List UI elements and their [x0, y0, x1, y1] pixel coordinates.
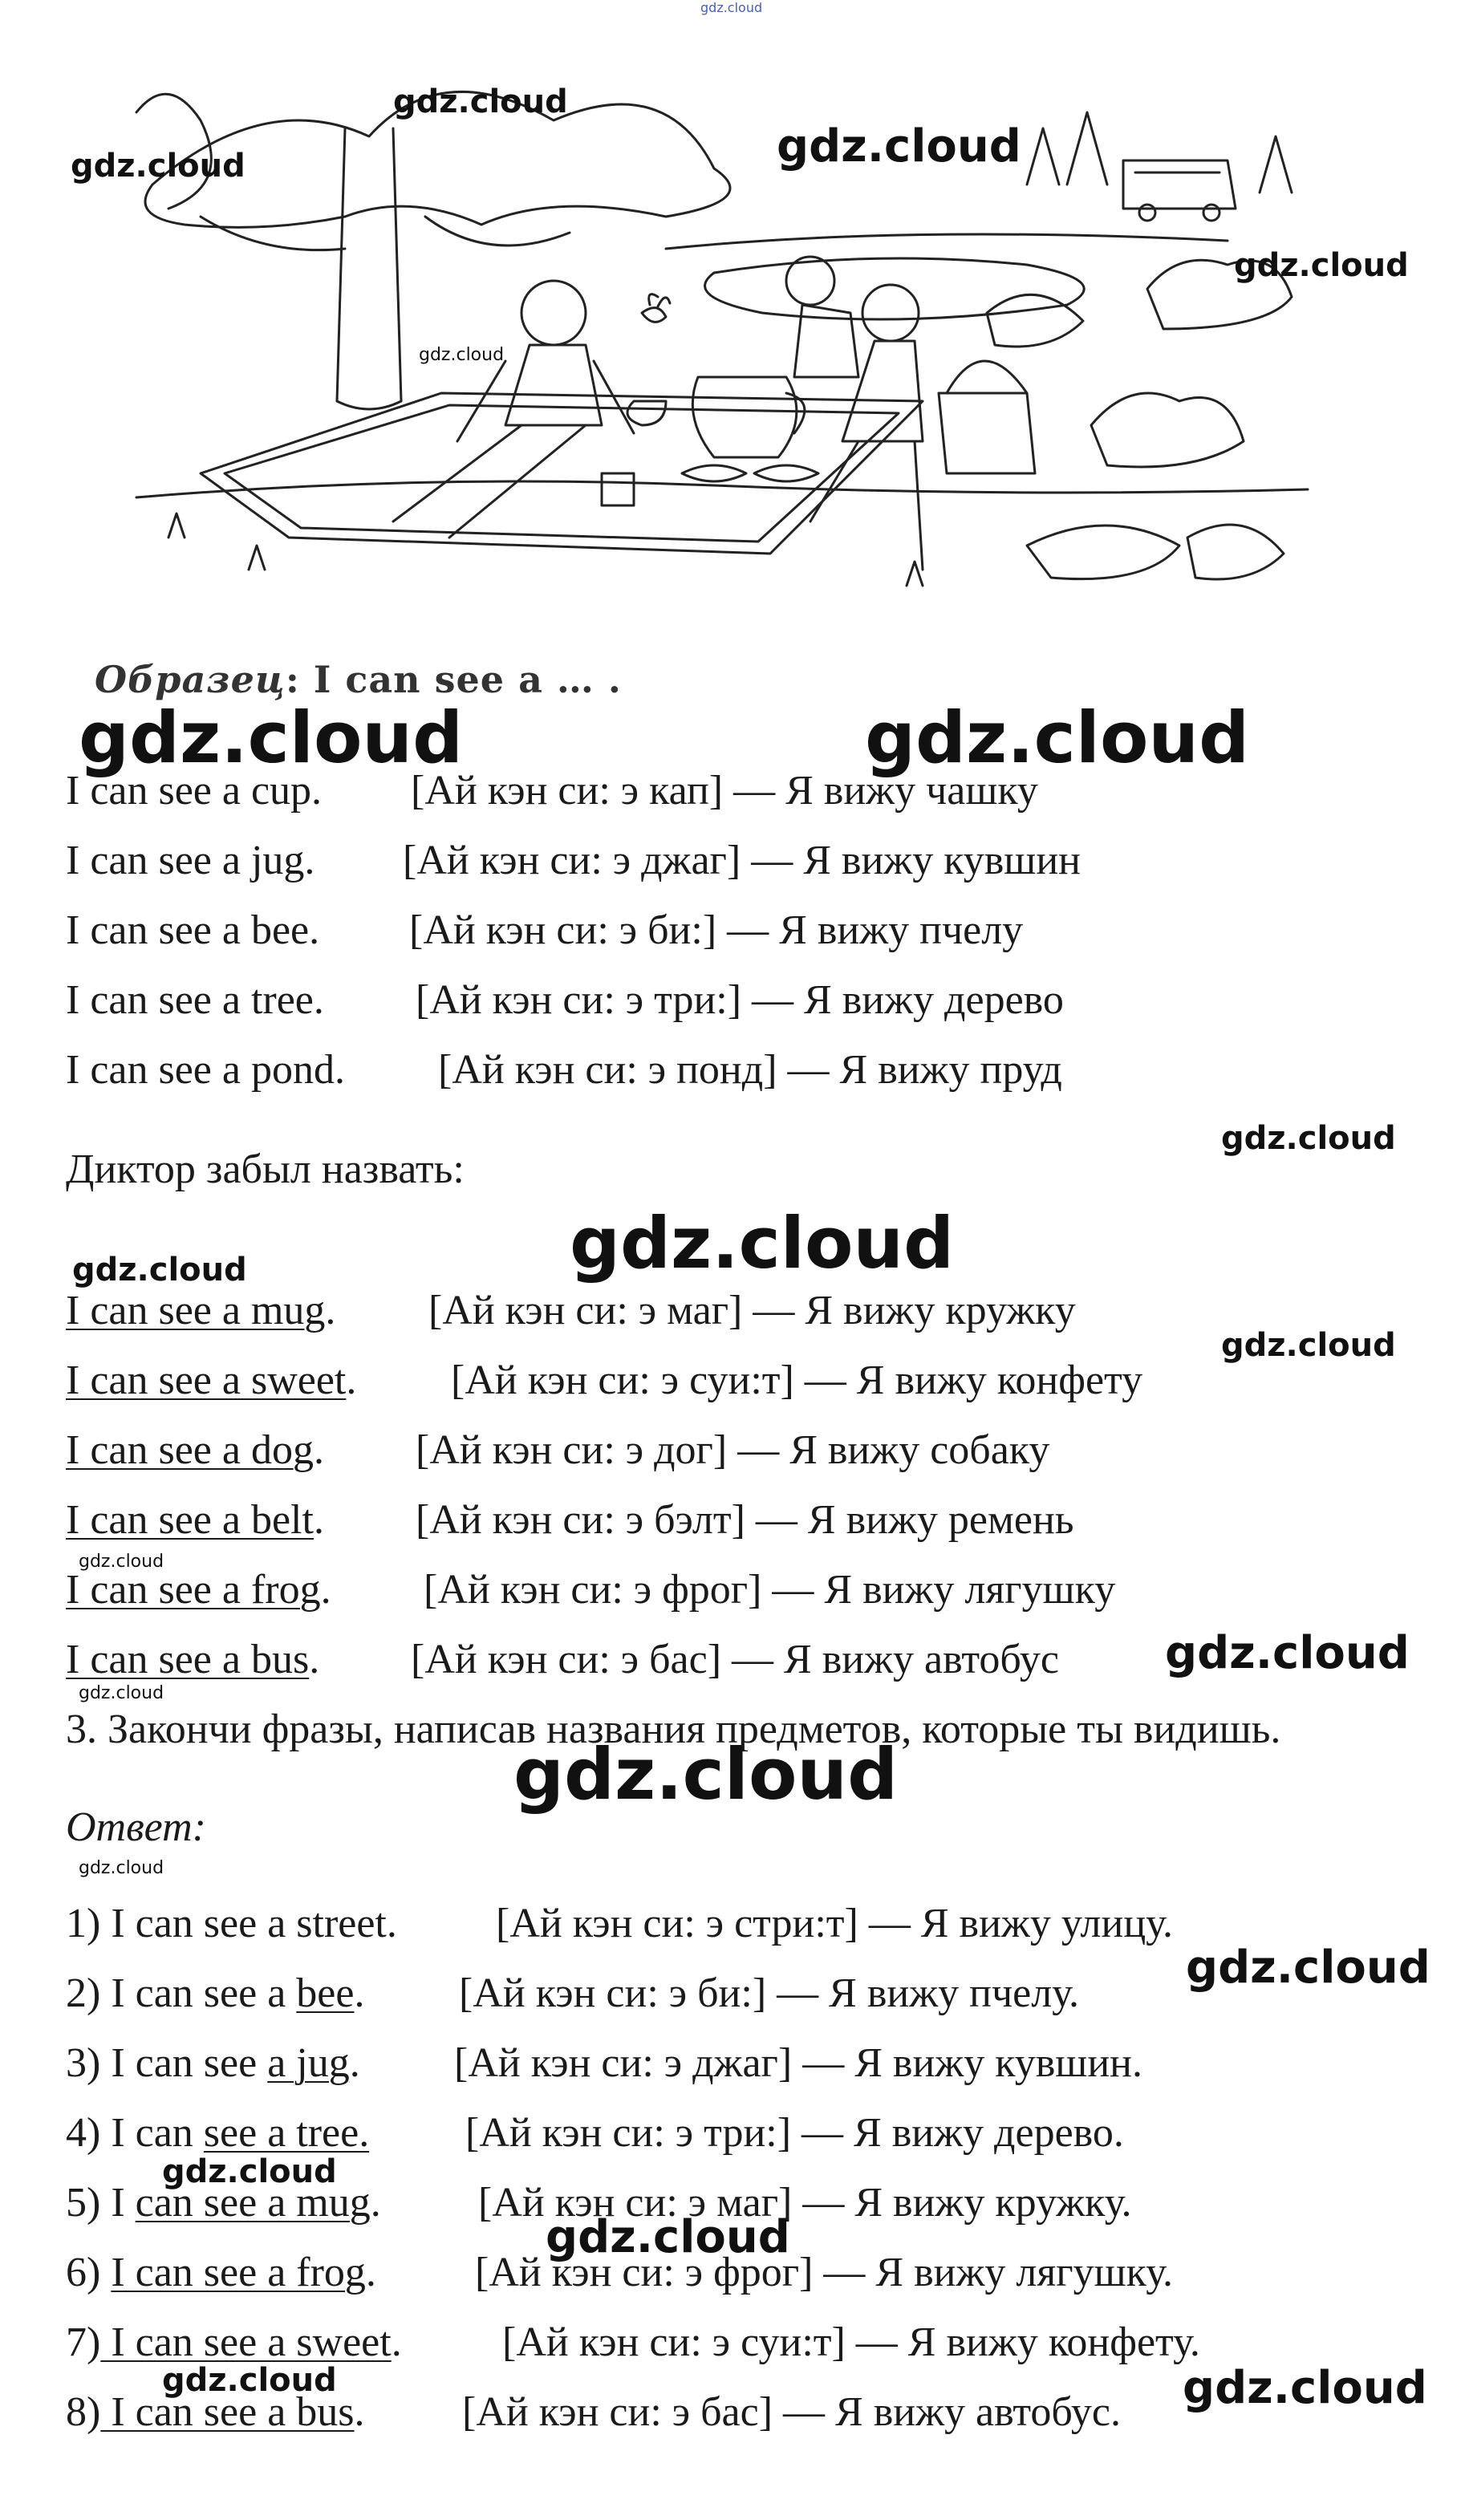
- watermark: gdz.cloud: [393, 83, 568, 120]
- watermark: gdz.cloud: [1183, 2362, 1427, 2414]
- watermark: gdz.cloud: [513, 1733, 899, 1816]
- answer-underlined: can see a mug: [135, 2180, 371, 2226]
- watermark: gdz.cloud: [79, 1552, 164, 1572]
- watermark: gdz.cloud: [1234, 247, 1409, 284]
- answer-underlined: I can see a frog: [111, 2250, 366, 2295]
- english-phrase: I can see a tree.: [66, 977, 324, 1023]
- forgot-heading: Диктор забыл назвать:: [66, 1146, 465, 1192]
- list-item: [66, 1637, 1059, 1682]
- answer-end: .: [354, 2389, 365, 2435]
- english-phrase: I can see a bee.: [66, 907, 320, 953]
- english-phrase: I can see a mug: [66, 1288, 326, 1333]
- answer-underlined: I can see a sweet: [100, 2319, 392, 2365]
- transcription: [Ай кэн си: э суи:т] — Я вижу конфету: [451, 1357, 1143, 1403]
- transcription: [Ай кэн си: э стри:т] — Я вижу улицу.: [496, 1901, 1173, 1946]
- answer-item: [66, 1970, 1079, 2016]
- watermark: gdz.cloud: [72, 1252, 247, 1288]
- answer-text: 4) I can: [66, 2110, 204, 2156]
- list-item: [66, 1567, 1116, 1613]
- list-item: [66, 768, 1038, 814]
- period: .: [313, 1497, 324, 1543]
- english-phrase: I can see a sweet: [66, 1357, 347, 1403]
- transcription: [Ай кэн си: э суи:т] — Я вижу конфету.: [502, 2319, 1200, 2365]
- transcription: [Ай кэн си: э три:] — Я вижу дерево.: [465, 2110, 1124, 2156]
- transcription: [Ай кэн си: э дог] — Я вижу собаку: [416, 1427, 1050, 1473]
- transcription: [Ай кэн си: э би:] — Я вижу пчелу.: [459, 1970, 1079, 2016]
- answer-text: 7): [66, 2319, 101, 2365]
- watermark: gdz.cloud: [1221, 1327, 1396, 1364]
- answer-end: .: [370, 2180, 381, 2226]
- answer-item: [66, 2110, 1124, 2156]
- english-phrase: I can see a belt: [66, 1497, 314, 1543]
- task-3-heading: 3. Закончи фразы, написав названия предметов, которые ты видишь.: [66, 1706, 1281, 1752]
- period: .: [309, 1637, 320, 1682]
- english-phrase: I can see a jug.: [66, 838, 315, 883]
- watermark: gdz.cloud: [79, 1683, 164, 1703]
- watermark: gdz.cloud: [162, 2362, 337, 2399]
- transcription: [Ай кэн си: э маг] — Я вижу кружку: [428, 1288, 1076, 1333]
- answer-text: 3) I can see: [66, 2040, 268, 2086]
- watermark: gdz.cloud: [1221, 1120, 1396, 1157]
- transcription: [Ай кэн си: э понд] — Я вижу пруд: [438, 1047, 1062, 1093]
- list-item: [66, 838, 1081, 883]
- answer-end: .: [349, 2040, 360, 2086]
- watermark: gdz.cloud: [1165, 1627, 1410, 1679]
- transcription: [Ай кэн си: э би:] — Я вижу пчелу: [409, 907, 1024, 953]
- transcription: [Ай кэн си: э бас] — Я вижу автобус: [411, 1637, 1059, 1682]
- list-item: [66, 1047, 1062, 1093]
- period: .: [313, 1427, 324, 1473]
- watermark: gdz.cloud: [1186, 1942, 1431, 1994]
- watermark: gdz.cloud: [546, 2211, 790, 2263]
- answer-end: .: [354, 1970, 365, 2016]
- transcription: [Ай кэн си: э три:] — Я вижу дерево: [416, 977, 1064, 1023]
- list-item: [66, 1427, 1050, 1473]
- list-item: [66, 977, 1064, 1023]
- answer-text: 8): [66, 2389, 101, 2435]
- answer-underlined: bee: [296, 1970, 355, 2016]
- answer-text: 1) I can see a street.: [66, 1901, 397, 1946]
- transcription: [Ай кэн си: э маг] — Я вижу кружку.: [478, 2180, 1132, 2226]
- answer-end: .: [391, 2319, 402, 2365]
- watermark: gdz.cloud: [79, 696, 464, 779]
- watermark: gdz.cloud: [79, 1858, 164, 1878]
- list-item: [66, 1288, 1076, 1333]
- transcription: [Ай кэн си: э джаг] — Я вижу кувшин: [403, 838, 1081, 883]
- period: .: [320, 1567, 331, 1613]
- answer-text: 6): [66, 2250, 112, 2295]
- english-phrase: I can see a pond.: [66, 1047, 345, 1093]
- list-item: [66, 1497, 1074, 1543]
- transcription: [Ай кэн си: э кап] — Я вижу чашку: [411, 768, 1038, 814]
- transcription: [Ай кэн си: э фрог] — Я вижу лягушку.: [475, 2250, 1173, 2295]
- sample-label: Образец: [95, 658, 286, 701]
- answer-item: [66, 2040, 1142, 2086]
- answer-underlined: a jug: [267, 2040, 350, 2086]
- watermark: gdz.cloud: [162, 2153, 337, 2190]
- answer-text: 2) I can see a: [66, 1970, 297, 2016]
- watermark: gdz.cloud: [777, 120, 1021, 172]
- transcription: [Ай кэн си: э бас] — Я вижу автобус.: [462, 2389, 1121, 2435]
- period: .: [346, 1357, 357, 1403]
- list-item: [66, 907, 1024, 953]
- watermark: gdz.cloud: [71, 148, 246, 185]
- answer-item: [66, 2250, 1173, 2295]
- watermark: gdz.cloud: [865, 696, 1250, 779]
- answer-underlined: see a tree.: [203, 2110, 370, 2156]
- transcription: [Ай кэн си: э фрог] — Я вижу лягушку: [424, 1567, 1116, 1613]
- answer-text: 5) I: [66, 2180, 136, 2226]
- english-phrase: I can see a cup.: [66, 768, 323, 814]
- transcription: [Ай кэн си: э джаг] — Я вижу кувшин.: [454, 2040, 1142, 2086]
- answer-item: [66, 1901, 1173, 1946]
- list-item: [66, 1357, 1143, 1403]
- sample-text: : I can see a … .: [285, 658, 622, 701]
- answer-item: [66, 2319, 1200, 2365]
- answer-underlined: I can see a bus: [100, 2389, 355, 2435]
- english-phrase: I can see a frog: [66, 1567, 321, 1613]
- period: .: [325, 1288, 336, 1333]
- watermark-top: gdz.cloud: [700, 0, 763, 15]
- sample-line: [95, 658, 622, 701]
- english-phrase: I can see a bus: [66, 1637, 310, 1682]
- english-phrase: I can see a dog: [66, 1427, 314, 1473]
- answer-label: Ответ:: [66, 1804, 206, 1850]
- picnic-illustration: [104, 24, 1332, 634]
- answer-end: .: [365, 2250, 376, 2295]
- watermark: gdz.cloud: [570, 1202, 955, 1284]
- watermark: gdz.cloud: [419, 345, 505, 365]
- transcription: [Ай кэн си: э бэлт] — Я вижу ремень: [416, 1497, 1074, 1543]
